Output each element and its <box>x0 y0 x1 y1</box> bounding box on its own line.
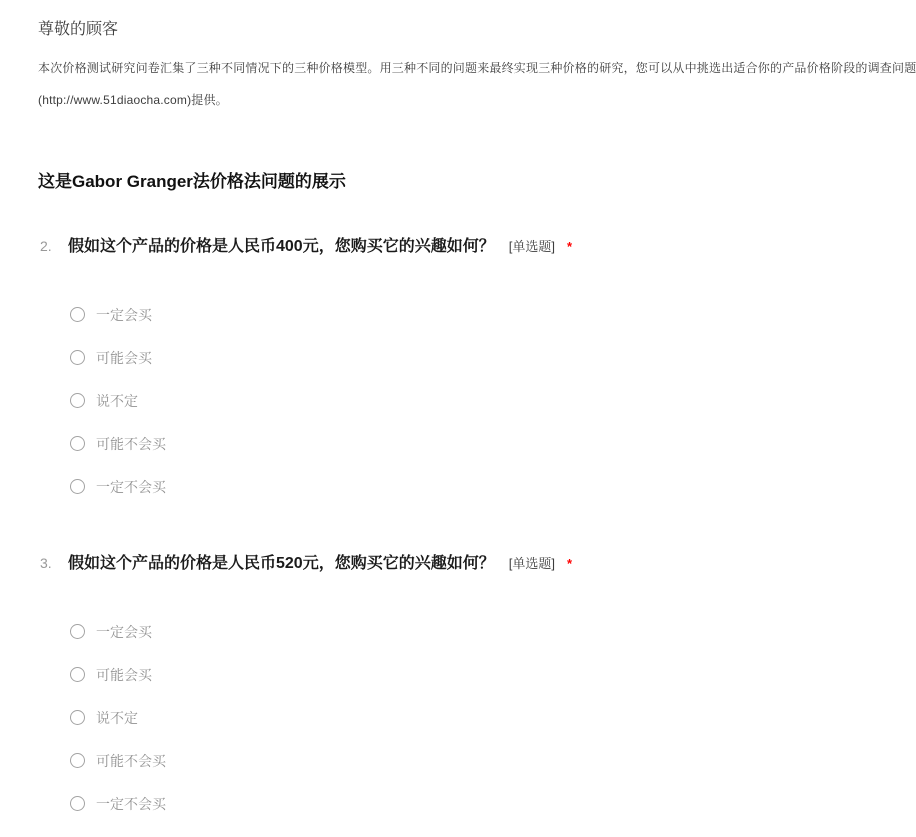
radio-option[interactable] <box>70 477 166 496</box>
intro-paragraph-line2: (http://www.51diaocha.com)提供。 <box>38 93 228 107</box>
question-3-title <box>38 550 572 573</box>
option-label: 可能会买 <box>96 666 152 683</box>
radio-button-icon[interactable] <box>70 710 85 725</box>
question-2-title <box>38 233 572 256</box>
radio-option[interactable] <box>70 348 166 367</box>
radio-option[interactable] <box>70 794 166 813</box>
radio-button-icon[interactable] <box>70 753 85 768</box>
question-2-type-tag: [单选题] <box>508 239 555 254</box>
question-2-required-asterisk: * <box>566 239 572 254</box>
radio-option[interactable] <box>70 665 166 684</box>
radio-option[interactable] <box>70 751 166 770</box>
intro-paragraph-line1: 本次价格测试研究问卷汇集了三种不同情况下的三种价格模型。用三种不同的问题来最终实现三种价格的研究，您可以从中挑选出适合你的产品价格阶段的调查问题 <box>38 61 916 75</box>
option-label: 可能不会买 <box>96 435 166 452</box>
question-2-options <box>70 305 166 520</box>
option-label: 一定会买 <box>96 623 152 640</box>
option-label: 说不定 <box>96 392 138 409</box>
radio-button-icon[interactable] <box>70 624 85 639</box>
question-3-number: 3. <box>40 555 52 571</box>
radio-button-icon[interactable] <box>70 393 85 408</box>
radio-option[interactable] <box>70 708 166 727</box>
radio-option[interactable] <box>70 434 166 453</box>
option-label: 说不定 <box>96 709 138 726</box>
radio-button-icon[interactable] <box>70 307 85 322</box>
question-2-text: 假如这个产品的价格是人民币400元，您购买它的兴趣如何？ <box>68 238 495 255</box>
radio-button-icon[interactable] <box>70 436 85 451</box>
option-label: 一定会买 <box>96 306 152 323</box>
radio-button-icon[interactable] <box>70 479 85 494</box>
radio-option[interactable] <box>70 305 166 324</box>
section-heading: 这是Gabor Granger法价格法问题的展示 <box>38 172 346 191</box>
greeting-text: 尊敬的顾客 <box>38 21 119 38</box>
question-3-text: 假如这个产品的价格是人民币520元，您购买它的兴趣如何？ <box>68 555 495 572</box>
question-3-options <box>70 622 166 837</box>
option-label: 可能会买 <box>96 349 152 366</box>
radio-option[interactable] <box>70 391 166 410</box>
question-3-required-asterisk: * <box>566 556 572 571</box>
question-3-type-tag: [单选题] <box>508 556 555 571</box>
radio-button-icon[interactable] <box>70 350 85 365</box>
option-label: 一定不会买 <box>96 478 166 495</box>
option-label: 可能不会买 <box>96 752 166 769</box>
radio-button-icon[interactable] <box>70 796 85 811</box>
radio-button-icon[interactable] <box>70 667 85 682</box>
radio-option[interactable] <box>70 622 166 641</box>
question-2-number: 2. <box>40 238 52 254</box>
option-label: 一定不会买 <box>96 795 166 812</box>
